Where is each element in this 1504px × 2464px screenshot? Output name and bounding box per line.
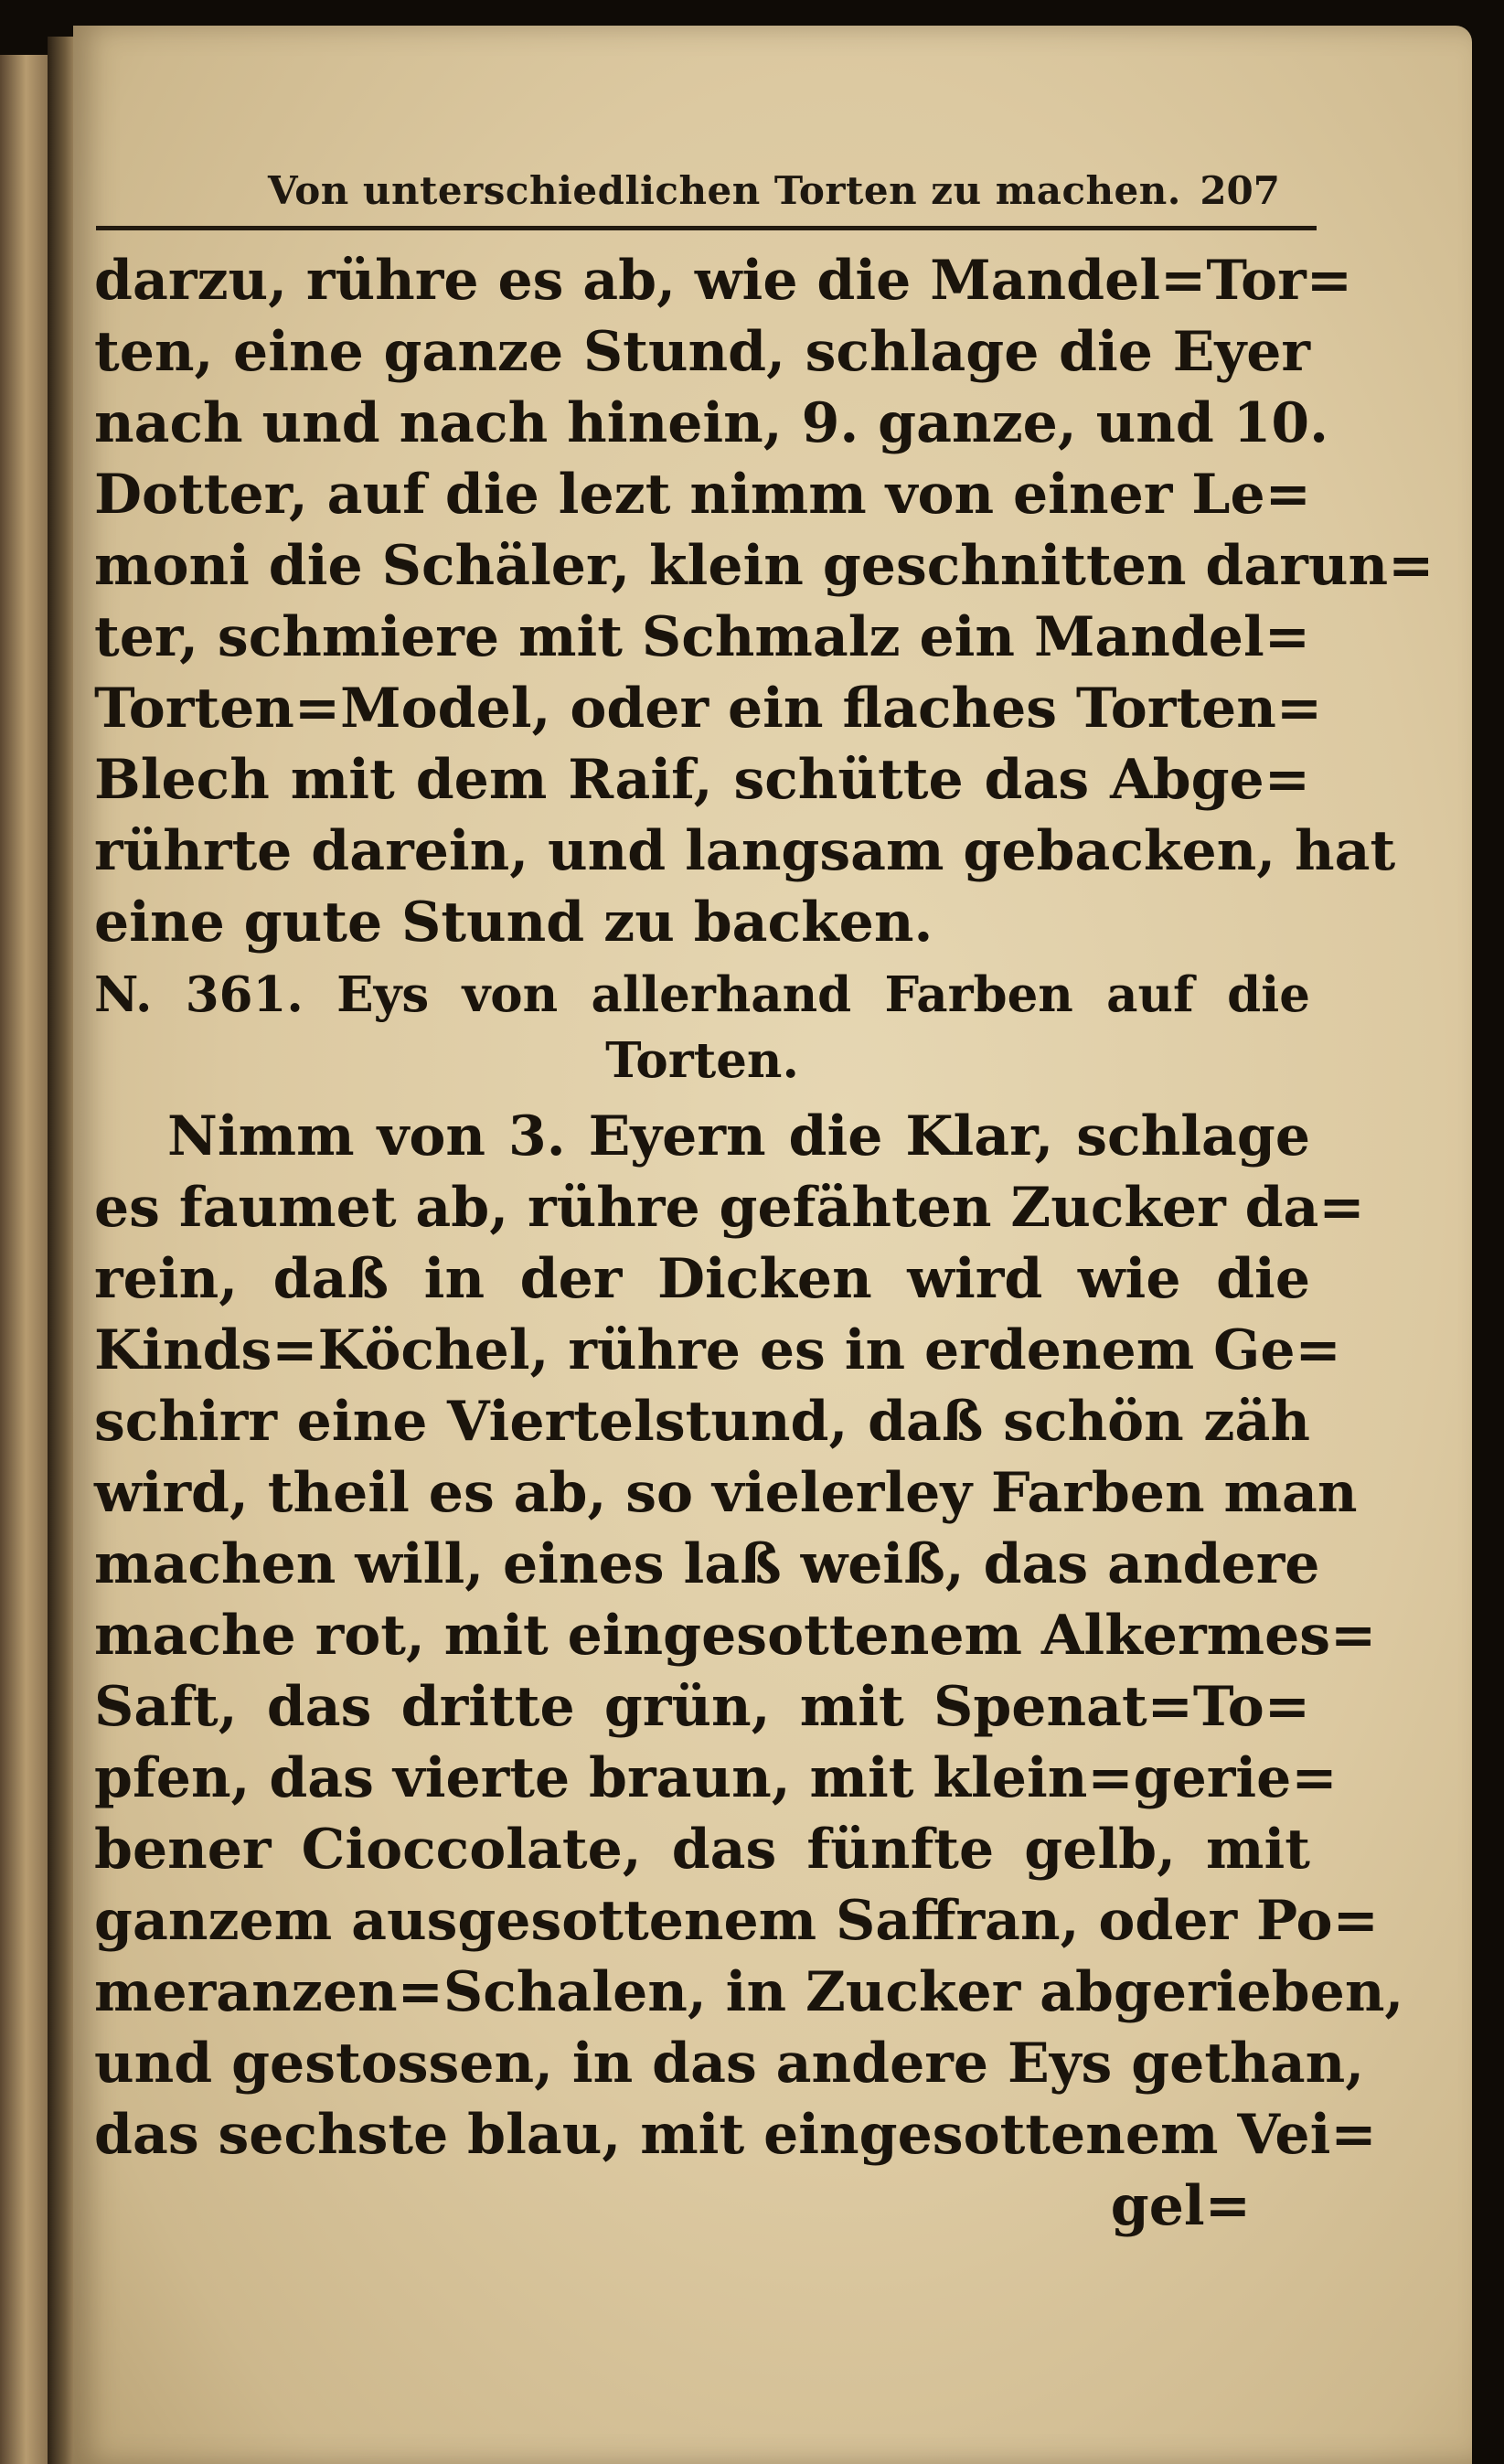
text-line: das sechste blau, mit eingesottenem Vei=: [94, 2103, 1377, 2167]
text-line: pfen, das vierte braun, mit klein=gerie=: [94, 1746, 1338, 1810]
text-line: schirr eine Viertelstund, daß schön zäh: [94, 1390, 1310, 1454]
text-line: Saft, das dritte grün, mit Spenat=To=: [94, 1675, 1310, 1739]
recipe-paragraph: [94, 1101, 1404, 2242]
recipe-heading-line: Torten.: [605, 1032, 799, 1089]
header-rule: [96, 226, 1317, 230]
text-line: mache rot, mit eingesottenem Alkermes=: [94, 1604, 1377, 1668]
facing-page-edge: [0, 55, 48, 2464]
text-line: ganzem ausgesottenem Saffran, oder Po=: [94, 1889, 1379, 1953]
text-line: ten, eine ganze Stund, schlage die Eyer: [94, 320, 1310, 384]
paragraph-continuation: [94, 245, 1435, 958]
page-number: 207: [1200, 168, 1280, 213]
recipe-heading: [94, 962, 1310, 1093]
text-line: Nimm von 3. Eyern die Klar, schlage: [167, 1104, 1310, 1168]
text-line: Dotter, auf die lezt nimm von einer Le=: [94, 463, 1311, 527]
text-line: darzu, rühre es ab, wie die Mandel=Tor=: [94, 249, 1352, 313]
text-line: meranzen=Schalen, in Zucker abgerieben,: [94, 1960, 1404, 2024]
body-text: [94, 245, 1435, 2242]
page-header: [87, 148, 1303, 230]
text-line: rein, daß in der Dicken wird wie die: [94, 1247, 1310, 1311]
running-title: Von unterschiedlichen Torten zu machen.: [268, 168, 1181, 213]
recipe-heading-line: N. 361. Eys von allerhand Farben auf die: [94, 966, 1310, 1023]
text-line: es faumet ab, rühre gefähten Zucker da=: [94, 1176, 1365, 1240]
text-line: nach und nach hinein, 9. ganze, und 10.: [94, 391, 1329, 455]
text-line: Kinds=Köchel, rühre es in erdenem Ge=: [94, 1318, 1341, 1382]
text-line: bener Cioccolate, das fünfte gelb, mit: [94, 1818, 1310, 1882]
text-line: ter, schmiere mit Schmalz ein Mandel=: [94, 605, 1311, 669]
text-line: moni die Schäler, klein geschnitten darun=: [94, 534, 1435, 598]
text-line: Blech mit dem Raif, schütte das Abge=: [94, 748, 1310, 812]
text-line: rührte darein, und langsam gebacken, hat: [94, 819, 1396, 883]
text-line: machen will, eines laß weiß, das andere: [94, 1532, 1320, 1596]
text-line: eine gute Stund zu backen.: [94, 891, 933, 955]
text-line: und gestossen, in das andere Eys gethan,: [94, 2032, 1365, 2096]
catchword: gel=: [1110, 2174, 1251, 2238]
text-line: Torten=Model, oder ein flaches Torten=: [94, 677, 1323, 741]
text-line: wird, theil es ab, so vielerley Farben man: [94, 1461, 1358, 1525]
